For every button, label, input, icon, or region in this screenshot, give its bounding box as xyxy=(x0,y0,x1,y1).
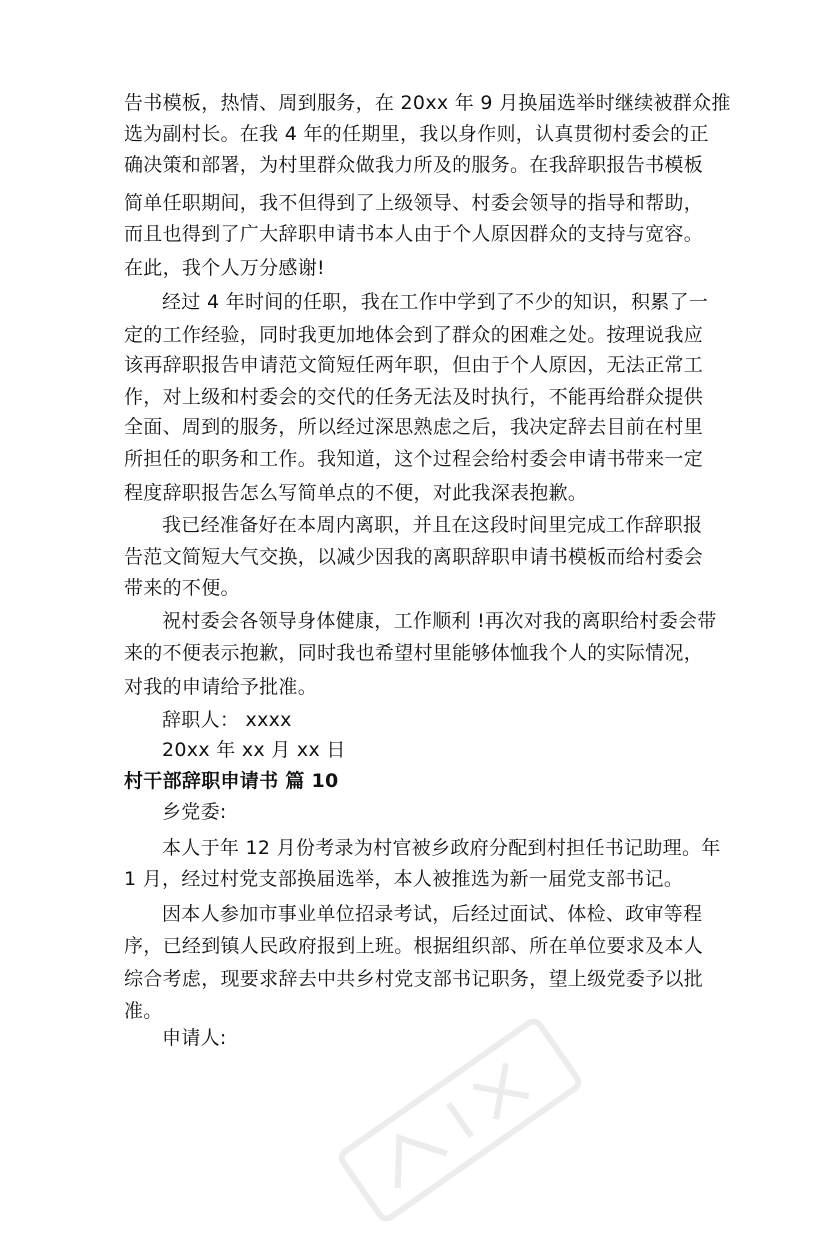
paragraph-line: 简单任职期间，我不但得到了上级领导、村委会领导的指导和帮助， xyxy=(124,192,704,214)
signature-line: 辞职人： xxxx xyxy=(162,709,292,731)
paragraph-line: 经过 4 年时间的任职，我在工作中学到了不少的知识，积累了一 xyxy=(162,291,709,313)
paragraph-line: 所担任的职务和工作。我知道，这个过程会给村委会申请书带来一定 xyxy=(124,448,704,470)
signature-line: 申请人: xyxy=(162,1027,227,1049)
paragraph-line: 对我的申请给予批准。 xyxy=(124,676,318,698)
paragraph-line: 告范文简短大气交换，以减少因我的离职辞职申请书模板而给村委会 xyxy=(124,546,704,568)
salutation-line: 乡党委: xyxy=(162,801,227,823)
paragraph-line: 该再辞职报告申请范文简短任两年职，但由于个人原因，无法正常工 xyxy=(124,354,704,376)
paragraph-line: 定的工作经验，同时我更加地体会到了群众的困难之处。按理说我应 xyxy=(124,324,704,346)
paragraph-line: 而且也得到了广大辞职申请书本人由于个人原因群众的支持与宽容。 xyxy=(124,223,704,245)
paragraph-line: 选为副村长。在我 4 年的任期里，我以身作则，认真贯彻村委会的正 xyxy=(124,123,709,145)
paragraph-line: 祝村委会各领导身体健康，工作顺利 !再次对我的离职给村委会带 xyxy=(162,610,717,632)
paragraph-line: 在此，我个人万分感谢! xyxy=(124,257,325,279)
paragraph-line: 我已经准备好在本周内离职，并且在这段时间里完成工作辞职报 xyxy=(162,514,703,536)
paragraph-line: 作，对上级和村委会的交代的任务无法及时执行，不能再给群众提供 xyxy=(124,386,704,408)
paragraph-line: 来的不便表示抱歉，同时我也希望村里能够体恤我个人的实际情况， xyxy=(124,642,704,664)
paragraph-line: 准。 xyxy=(124,1000,163,1022)
paragraph-line: 全面、周到的服务，所以经过深思熟虑之后，我决定辞去目前在村里 xyxy=(124,416,704,438)
paragraph-line: 综合考虑，现要求辞去中共乡村党支部书记职务，望上级党委予以批 xyxy=(124,968,704,990)
paragraph-line: 本人于年 12 月份考录为村官被乡政府分配到村担任书记助理。年 xyxy=(162,837,721,859)
paragraph-line: 因本人参加市事业单位招录考试，后经过面试、体检、政审等程 xyxy=(162,903,703,925)
paragraph-line: 带来的不便。 xyxy=(124,577,240,599)
paragraph-line: 确决策和部署，为村里群众做我力所及的服务。在我辞职报告书模板 xyxy=(124,154,704,176)
date-line: 20xx 年 xx 月 xx 日 xyxy=(162,739,346,761)
paragraph-line: 告书模板，热情、周到服务，在 20xx 年 9 月换届选举时继续被群众推 xyxy=(124,92,731,114)
watermark-logo xyxy=(319,996,601,1243)
paragraph-line: 序，已经到镇人民政府报到上班。根据组织部、所在单位要求及本人 xyxy=(124,935,704,957)
paragraph-line: 程度辞职报告怎么写简单点的不便，对此我深表抱歉。 xyxy=(124,482,588,504)
section-heading: 村干部辞职申请书 篇 10 xyxy=(124,770,339,792)
paragraph-line: 1 月，经过村党支部换届选举，本人被推选为新一届党支部书记。 xyxy=(124,868,684,890)
